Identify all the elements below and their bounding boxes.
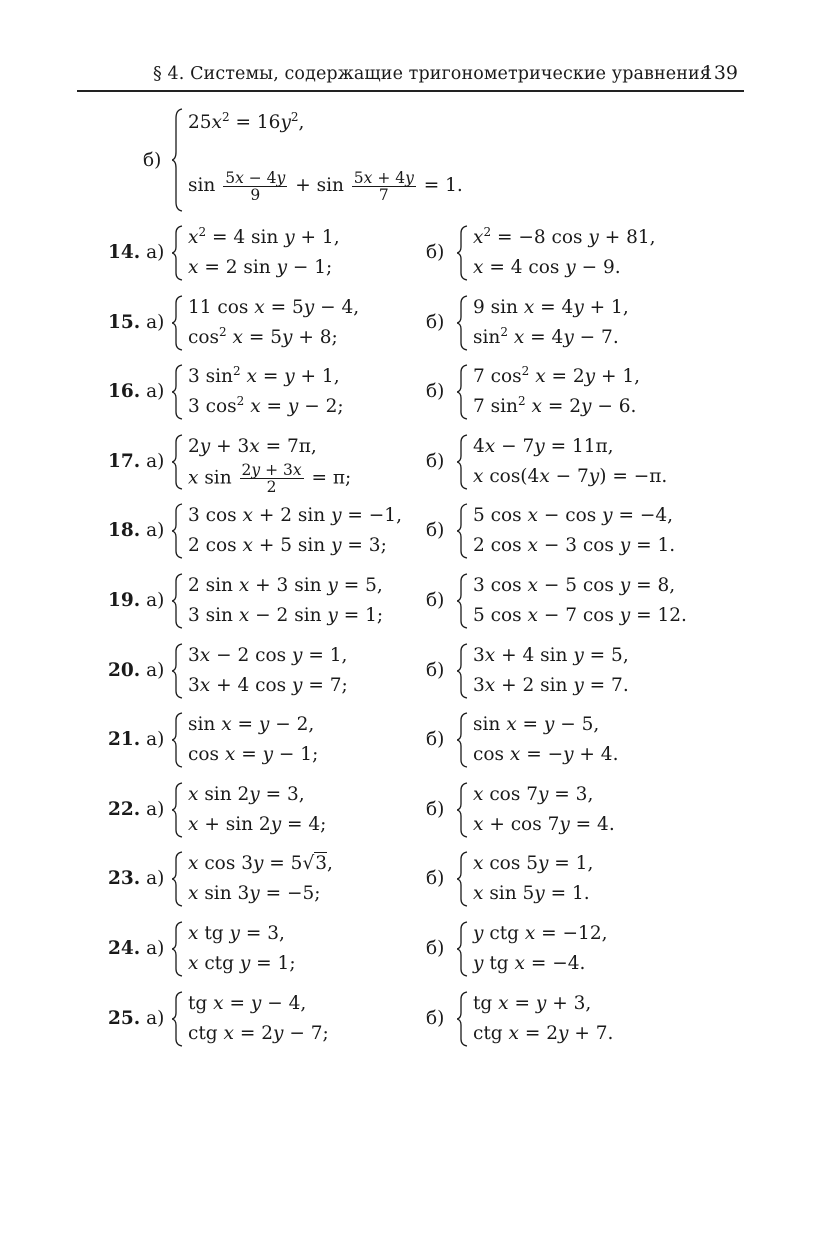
equation: x cos(4x − 7y) = −π. [473,465,668,487]
problem-b-label: б) [426,381,445,403]
equation: 3 cos x − 5 cos y = 8, [473,575,676,596]
equation: x sin 3y = −5; [188,883,321,905]
left-brace-icon [457,503,468,559]
equation: $\cos^2 x = 5y + 8$; [188,324,338,348]
left-brace-icon [172,295,183,351]
system-b [457,432,667,492]
equation: 3 cos x + 2 sin y = −1, [188,505,402,527]
left-brace-icon [457,295,468,351]
equation: 5 cos x − 7 cos y = 12. [473,605,687,626]
equation: x tg y = 3, [188,923,285,944]
left-brace-icon [457,364,468,420]
equation: 3 $\cos^2 x = y - 2$; [188,394,344,418]
system-a [172,710,318,770]
problem-b-label: б) [426,590,445,611]
problem-label: 24. а) [108,938,165,959]
equation: 7 $\cos^2 x = 2y + 1$, [473,364,641,388]
problem-13b-label: б) [143,150,162,171]
problem-label: 14. а) [108,242,165,263]
equation: x cos 5y = 1, [473,853,594,875]
system-b [457,223,656,283]
equation: 2 cos x + 5 sin y = 3; [188,535,387,557]
equation: cos x = y − 1; [188,744,319,766]
running-header [77,64,744,92]
equation: 3x + 2 sin y = 7. [473,674,629,696]
system-a [172,989,329,1049]
equation: 3x + 4 sin y = 5, [473,644,629,666]
equation: x ctg y = 1; [188,953,296,974]
system-a [172,780,326,840]
equation: tg x = y + 3, [473,992,592,1014]
problem-b-label: б) [426,242,445,263]
system-a [172,849,333,909]
equation: 7 $\sin^2 x = 2y - 6$. [473,394,637,418]
equation: 2 cos x − 3 cos y = 1. [473,535,676,557]
left-brace-icon [172,782,183,838]
problem-label: 23. а) [108,868,165,890]
system-a [172,919,296,979]
left-brace-icon [172,364,183,420]
problem-b-label: б) [426,938,445,959]
system-b [457,501,675,561]
system-a [172,432,352,496]
equation: tg x = y − 4, [188,992,307,1014]
system-b [457,571,687,631]
system-a [172,571,383,631]
system-b [457,919,607,979]
problem-b-label: б) [426,520,445,542]
equation: $x^2 = 4$ sin y + 1, [188,224,340,248]
problem-b-label: б) [426,868,445,890]
equation: x cos 7y = 3, [473,783,594,805]
equation: 11 cos x = 5y − 4, [188,296,360,318]
equation: 4x − 7y = 11π, [473,435,614,457]
system-a [172,223,340,283]
equation: cos x = −y + 4. [473,744,619,766]
equation: x = 2 sin y − 1; [188,257,333,278]
left-brace-icon [457,643,468,699]
problem-b-label: б) [426,729,445,751]
left-brace-icon [457,991,468,1047]
left-brace-icon [457,712,468,768]
system-b [457,293,629,353]
system-a [172,293,359,353]
left-brace-icon [172,991,183,1047]
problem-label: 15. а) [108,311,165,333]
equation: 3 sin x − 2 sin y = 1; [188,605,384,626]
equation: $25x^2 = 16y^2$, [188,109,305,133]
left-brace-icon [172,503,183,559]
problem-b-label: б) [426,659,445,681]
problem-label: 20. а) [108,659,165,681]
left-brace-icon [457,225,468,281]
equation: x cos 3y = 5√3, [188,853,333,875]
equation: x sin $\frac{2y + 3x}{2}$ = π; [188,460,352,496]
problem-label: 18. а) [108,520,165,542]
equation: 3x − 2 cos y = 1, [188,644,348,666]
left-brace-icon [172,851,183,907]
left-brace-icon [457,434,468,490]
equation: 9 sin x = 4y + 1, [473,296,629,318]
system-b [457,710,618,770]
header-title: § 4. Системы, содержащие тригонометрические уравнения [153,64,711,84]
problem-b-label: б) [426,798,445,820]
equation: x = 4 cos y − 9. [473,257,621,278]
left-brace-icon [457,921,468,977]
problem-label: 25. а) [108,1007,165,1029]
left-brace-icon [172,434,183,490]
page-number: 139 [701,62,738,84]
left-brace-icon [172,108,183,212]
equation: x + sin 2y = 4; [188,813,327,835]
left-brace-icon [457,851,468,907]
equation: ctg x = 2y + 7. [473,1022,614,1044]
left-brace-icon [172,921,183,977]
system-b [457,641,629,701]
system-b [457,780,615,840]
problem-b-label: б) [426,1007,445,1029]
equation: 3 $\sin^2 x = y + 1$, [188,364,340,388]
system-b [457,362,640,422]
problem-b-label: б) [426,311,445,333]
system-b [457,849,593,909]
system-a [172,641,348,701]
left-brace-icon [457,573,468,629]
equation: y ctg x = −12, [473,923,608,944]
problem-label: 22. а) [108,798,165,820]
equation: sin x = y − 5, [473,714,600,736]
problem-b-label: б) [426,450,445,472]
problem-13b-system [172,108,463,212]
equation: $\sin^2 x = 4y - 7$. [473,324,619,348]
equation: 2 sin x + 3 sin y = 5, [188,575,383,596]
left-brace-icon [172,643,183,699]
equation: y tg x = −4. [473,953,586,974]
system-b [457,989,613,1049]
left-brace-icon [172,225,183,281]
equation: 3x + 4 cos y = 7; [188,674,348,696]
equation: 2y + 3x = 7π, [188,435,317,457]
equation: sin $\frac{5x - 4y}{9}$ + sin $\frac{5x + 4y}{7}$ = 1. [188,168,463,204]
equation: ctg x = 2y − 7; [188,1022,329,1044]
problem-label: 19. а) [108,590,165,611]
left-brace-icon [172,712,183,768]
problem-label: 21. а) [108,729,165,751]
equation: x + cos 7y = 4. [473,813,615,835]
equation: sin x = y − 2, [188,714,315,736]
equation: x sin 5y = 1. [473,883,590,905]
system-a [172,362,344,422]
equation: $x^2 = -8$ cos y + 81, [473,224,656,248]
left-brace-icon [172,573,183,629]
left-brace-icon [457,782,468,838]
system-a [172,501,402,561]
equation: 5 cos x − cos y = −4, [473,505,673,527]
problem-label: 17. а) [108,450,165,472]
equation: x sin 2y = 3, [188,783,305,805]
problem-label: 16. а) [108,381,165,403]
